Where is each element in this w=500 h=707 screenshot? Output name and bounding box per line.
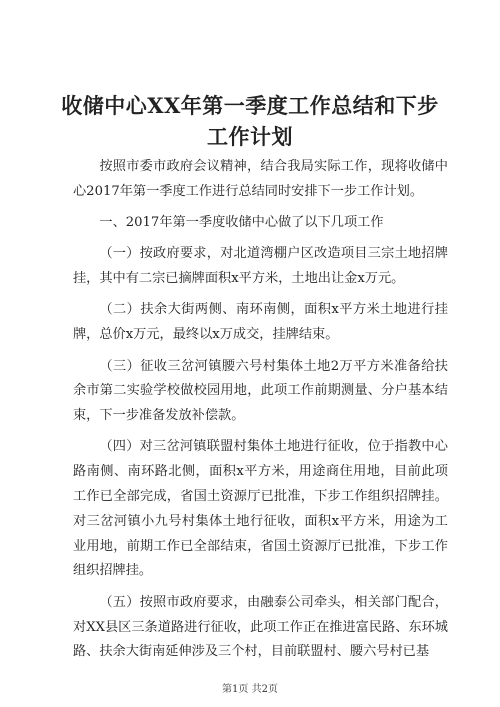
paragraph-item-4: （四）对三岔河镇联盟村集体土地进行征收，位于指教中心路南侧、南环路北侧，面积x平方米，用途商住用地，目前此项工作已全部完成，省国土资源厅已批准，下步工作组织招牌挂。对三岔河镇小九号村集体土地行征收，面积x平方米，用途为工业用地，前期工作已全部结束，省国土资源厅已批准，下步工作组织招牌挂。 — [73, 439, 448, 579]
document-title: 收储中心XX年第一季度工作总结和下步工作计划 — [61, 93, 439, 149]
section-heading-1: 一、2017年第一季度收储中心做了以下几项工作 — [99, 215, 384, 231]
paragraph-item-1: （一）按政府要求，对北道湾棚户区改造项目三宗土地招牌挂，其中有二宗已摘牌面积x平方米，土地出让金x万元。 — [73, 246, 448, 287]
document-body — [73, 155, 448, 672]
paragraph-intro: 按照市委市政府会议精神，结合我局实际工作，现将收储中心2017年第一季度工作进行总结同时安排下一步工作计划。 — [73, 159, 448, 199]
paragraph-item-2: （二）扶余大街两侧、南环南侧，面积x平方米土地进行挂牌，总价x万元，最终以x万成交，挂牌结束。 — [73, 302, 448, 343]
paragraph-item-5: （五）按照市政府要求，由融泰公司牵头，相关部门配合，对XX县区三条道路进行征收，此项工作正在推进富民路、东环城路、扶余大街南延伸涉及三个村，目前联盟村、腰六号村已基 — [73, 594, 448, 660]
page-number-footer: 第1页 共2页 — [222, 684, 278, 695]
paragraph-item-3: （三）征收三岔河镇腰六号村集体土地2万平方米准备给扶余市第二实验学校做校园用地，此项工作前期测量、分户基本结束，下一步准备发放补偿款。 — [73, 358, 448, 424]
